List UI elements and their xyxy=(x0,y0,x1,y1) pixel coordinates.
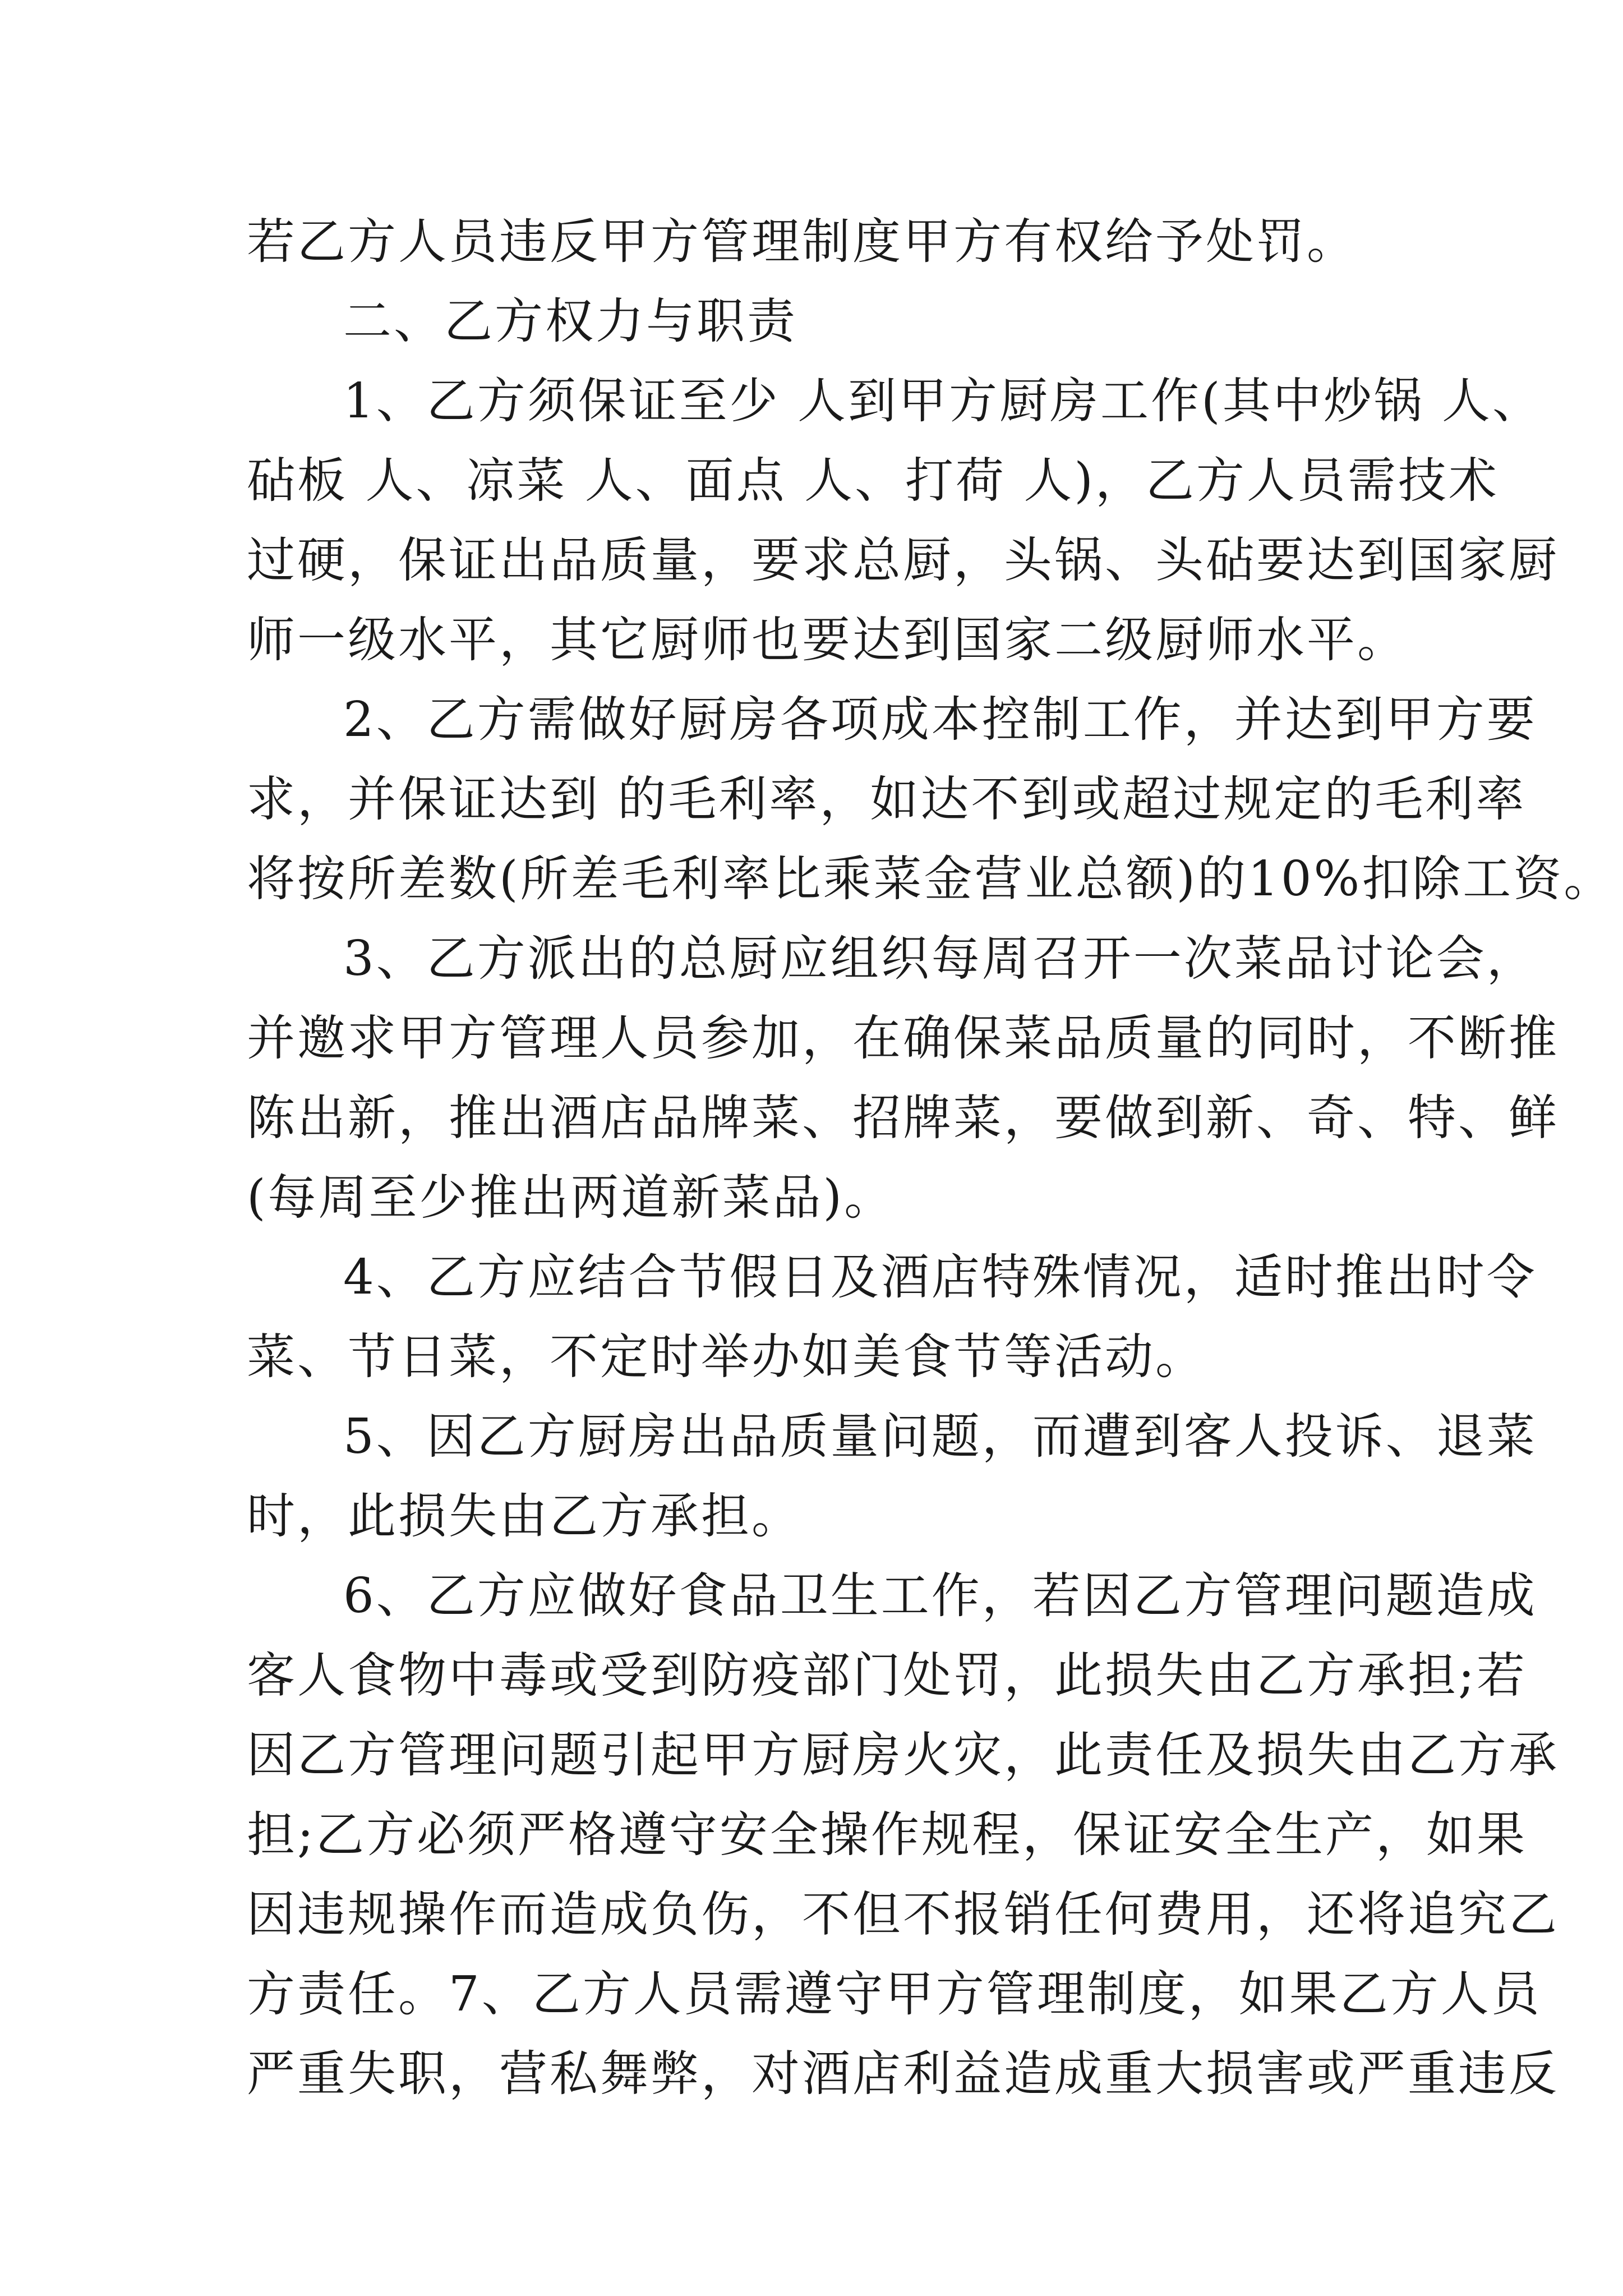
text-line-6: 师一级水平，其它厨师也要达到国家二级厨师水平。 xyxy=(247,612,1408,668)
text-line-22: 因违规操作而造成负伤，不但不报销任何费用，还将追究乙 xyxy=(247,1887,1559,1943)
text-line-21: 担;乙方必须严格遵守安全操作规程，保证安全生产，如果 xyxy=(247,1807,1527,1863)
text-line-17: 时，此损失由乙方承担。 xyxy=(247,1488,802,1544)
text-line-9: 将按所差数(所差毛利率比乘菜金营业总额)的10%扣除工资。 xyxy=(247,851,1615,907)
text-line-16: 5、因乙方厨房出品质量问题，而遭到客人投诉、退菜 xyxy=(343,1409,1537,1465)
document-body xyxy=(247,202,1615,2114)
text-line-11: 并邀求甲方管理人员参加，在确保菜品质量的同时，不断推 xyxy=(247,1010,1559,1066)
text-line-1: 若乙方人员违反甲方管理制度甲方有权给予处罚。 xyxy=(247,214,1357,270)
text-line-18: 6、乙方应做好食品卫生工作，若因乙方管理问题造成 xyxy=(343,1568,1537,1624)
text-line-12: 陈出新，推出酒店品牌菜、招牌菜，要做到新、奇、特、鲜 xyxy=(247,1090,1559,1146)
text-line-7: 2、乙方需做好厨房各项成本控制工作，并达到甲方要 xyxy=(343,692,1537,748)
text-line-10: 3、乙方派出的总厨应组织每周召开一次菜品讨论会， xyxy=(343,931,1537,987)
text-line-8: 求，并保证达到 的毛利率，如达不到或超过规定的毛利率 xyxy=(247,771,1527,827)
text-line-3: 1、乙方须保证至少 人到甲方厨房工作(其中炒锅 人、 xyxy=(343,373,1543,429)
text-line-4: 砧板 人、凉菜 人、面点 人、打荷 人)，乙方人员需技术 xyxy=(247,453,1499,509)
text-line-20: 因乙方管理问题引起甲方厨房火灾，此责任及损失由乙方承 xyxy=(247,1727,1559,1783)
text-line-24: 严重失职，营私舞弊，对酒店利益造成重大损害或严重违反 xyxy=(247,2046,1559,2102)
text-line-23: 方责任。7、乙方人员需遵守甲方管理制度，如果乙方人员 xyxy=(247,1966,1542,2022)
text-line-15: 菜、节日菜，不定时举办如美食节等活动。 xyxy=(247,1329,1206,1385)
text-line-19: 客人食物中毒或受到防疫部门处罚，此损失由乙方承担;若 xyxy=(247,1648,1527,1704)
text-line-13: (每周至少推出两道新菜品)。 xyxy=(247,1170,895,1226)
text-line-14: 4、乙方应结合节假日及酒店特殊情况，适时推出时令 xyxy=(343,1249,1537,1305)
text-line-5: 过硬，保证出品质量，要求总厨，头锅、头砧要达到国家厨 xyxy=(247,532,1559,588)
section-heading: 二、乙方权力与职责 xyxy=(343,293,797,349)
